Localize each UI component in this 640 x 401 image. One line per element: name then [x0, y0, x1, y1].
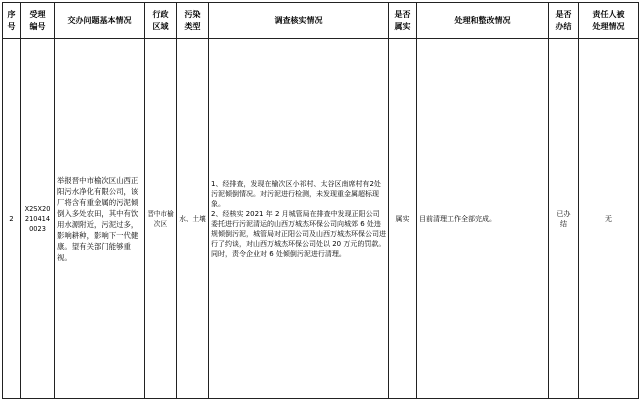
cell-verified: 属实: [389, 39, 417, 399]
header-investigation: 调查核实情况: [209, 3, 389, 39]
petition-table: [2, 2, 639, 399]
header-closed: 是否 办结: [549, 3, 579, 39]
header-handling: 处理和整改情况: [417, 3, 549, 39]
cell-issue: 举报晋中市榆次区山西正阳污水净化有限公司，该厂将含有重金属的污泥倾倒入多处农田，其中有饮用水源附近，污泥过多，影响耕种，影响下一代健康。望有关部门能够重视。: [55, 39, 145, 399]
header-verified: 是否 属实: [389, 3, 417, 39]
header-accountability: 责任人被 处理情况: [579, 3, 639, 39]
cell-investigation: [209, 39, 389, 399]
cell-handling: 目前清理工作全部完成。: [417, 39, 549, 399]
cell-accept-no: X2SX202104140023: [21, 39, 55, 399]
header-accept-no: 受理 编号: [21, 3, 55, 39]
header-row: [3, 3, 639, 39]
cell-closed: 已办 结: [549, 39, 579, 399]
header-issue: 交办问题基本情况: [55, 3, 145, 39]
cell-region: 晋中市榆次区: [145, 39, 177, 399]
header-seq: 序 号: [3, 3, 21, 39]
investigation-item-1: 1、经排查，发现在榆次区小祁村、太谷区南席村有2处污泥倾倒情况。对污泥进行检测，未发现重金属超标现象。: [211, 179, 381, 208]
cell-accountability: 无: [579, 39, 639, 399]
investigation-item-2: 2、经核实 2021 年 2 月城管局在排查中发现正阳公司委托进行污泥清运的山西万城杰环保公司向城郊 6 处违规倾倒污泥，城管局对正阳公司及山西万城杰环保公司进行了约谈，对山西万城杰环保公司处以 20 万元的罚款。同时，责令企业对 6 处倾倒污泥进行清理。: [211, 209, 386, 258]
cell-seq: 2: [3, 39, 21, 399]
header-region: 行政 区域: [145, 3, 177, 39]
table-row: [3, 39, 639, 399]
header-pollution-type: 污染 类型: [177, 3, 209, 39]
cell-pollution-type: 水、土壤: [177, 39, 209, 399]
